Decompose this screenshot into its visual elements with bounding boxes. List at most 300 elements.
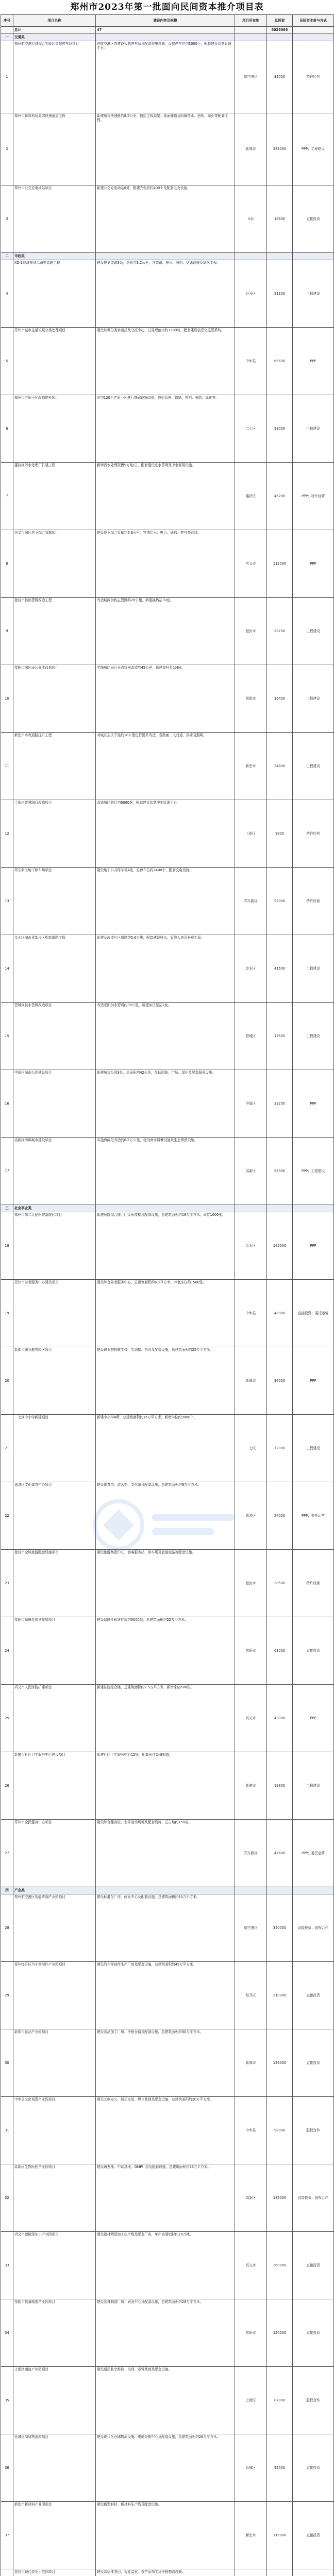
total-investment: 52000 xyxy=(267,868,293,935)
project-location: 航空港区 xyxy=(235,1894,267,1962)
table-row xyxy=(1,395,334,463)
table-row xyxy=(1,41,334,113)
table-row xyxy=(1,463,334,530)
project-description: 在航空港区内建设智慧停车场及配套充电设施，设置停车位约3000个，配套建设智慧管理平台。 xyxy=(96,41,235,113)
project-description: 新建社区卫生服务中心12处，配套医疗设备购置。 xyxy=(96,1752,235,1820)
total-investment: 28700 xyxy=(267,598,293,665)
participation-mode: 工程建设 xyxy=(293,1415,334,1482)
total-investment: 43000 xyxy=(267,1685,293,1752)
table-row xyxy=(1,1415,334,1482)
project-description: 实施城区雨污分流管网改造约45公里，新建提升泵站4座。 xyxy=(96,665,235,733)
project-location: 新郑市 xyxy=(235,2029,267,2097)
table-row xyxy=(1,1894,334,1962)
project-name: 金水区城市更新片区配套道路工程 xyxy=(13,935,96,1003)
participation-mode xyxy=(293,1887,334,1894)
participation-mode: 直接投资 xyxy=(293,185,334,253)
participation-mode: 直接投资 xyxy=(293,2299,334,2367)
project-description: 新建医院综合楼、门诊医技楼及配套设施，总建筑面积约18万平方米，床位1000张。 xyxy=(96,1212,235,1280)
project-location: 中牟县 xyxy=(235,2097,267,2164)
table-row xyxy=(1,1070,334,1138)
table-row xyxy=(1,935,334,1003)
table-row xyxy=(1,2367,334,2434)
project-location: 新郑市 xyxy=(235,1347,267,1415)
project-location: 管城区 xyxy=(235,1003,267,1070)
participation-mode: PPP xyxy=(293,1347,334,1415)
table-row xyxy=(1,1212,334,1280)
project-location: 中牟县 xyxy=(235,1280,267,1347)
project-description: 建设现代化仓储物流设施、电商分拨中心及配套设施，总建筑面积约26万平方米。 xyxy=(96,2434,235,2502)
participation-mode: 特许经营 xyxy=(293,800,334,868)
project-name: 郑州市全民健身中心项目 xyxy=(13,1820,96,1887)
project-description: 建设汽车零部件生产厂房及配套设施，总建筑面积约45万平方米。 xyxy=(96,1962,235,2029)
row-index: 16 xyxy=(1,1070,13,1138)
project-location: 中牟县 xyxy=(235,328,267,395)
project-name: 二七区中小学新建项目 xyxy=(13,1415,96,1482)
column-header: 民间资本参与方式 xyxy=(293,15,334,27)
project-description: 新建中小学4所，总建筑面积约16万平方米，新增学位约9000个。 xyxy=(96,1415,235,1482)
project-description xyxy=(96,1205,235,1212)
row-index: 5 xyxy=(1,328,13,395)
participation-mode xyxy=(293,34,334,41)
project-location: 金水区 xyxy=(235,1212,267,1280)
project-description: 改造城区供热主管网约26公里，新建换热站30座。 xyxy=(96,598,235,665)
project-name: 郑州市城市生活垃圾分类处理项目 xyxy=(13,328,96,395)
column-header: 总投资 xyxy=(267,15,293,27)
project-description: 新建公交充电场站8处，配建充电桩约400个及配套电力设施。 xyxy=(96,185,235,253)
total-investment xyxy=(267,1887,293,1894)
project-name: 新密市市政道路提升工程 xyxy=(13,733,96,800)
column-header: 项目所在地 xyxy=(235,15,267,27)
project-description: 建设铝材精深加工生产线及配套厂房，年产高端铝材约20万吨。 xyxy=(96,2232,235,2299)
total-investment: 41500 xyxy=(267,935,293,1003)
total-investment: 68500 xyxy=(267,328,293,395)
row-index: 12 xyxy=(1,800,13,868)
table-row xyxy=(1,1752,334,1820)
participation-mode: 特许经营 xyxy=(293,41,334,113)
row-index: 27 xyxy=(1,1820,13,1887)
project-location: 荥阳市 xyxy=(235,2299,267,2367)
total-investment xyxy=(267,2569,293,2576)
project-description: 47 xyxy=(96,27,235,34)
project-location xyxy=(235,34,267,41)
project-location: 巩义市 xyxy=(235,2232,267,2299)
table-row xyxy=(1,2434,334,2502)
project-location: 登封市 xyxy=(235,598,267,665)
total-investment: 48000 xyxy=(267,1280,293,1347)
table-header xyxy=(1,15,334,27)
participation-mode: PPP xyxy=(293,1685,334,1752)
project-name: 荥阳市保障性租赁住房项目 xyxy=(13,1617,96,1685)
total-investment xyxy=(267,34,293,41)
participation-mode: PPP；特许经营 xyxy=(293,463,334,530)
total-investment: 58300 xyxy=(267,1138,293,1205)
project-description xyxy=(96,34,235,41)
project-location: 新密市 xyxy=(235,2502,267,2569)
project-location: 上街区 xyxy=(235,800,267,868)
project-description: 改造老旧供水管网约38公里，新建加压泵站2座。 xyxy=(96,1003,235,1070)
project-description: 对约120个老旧小区进行基础设施改造，包括管网、道路、照明、安防、绿化等。 xyxy=(96,395,235,463)
project-description: 建设体育馆、游泳馆、文化馆及配套设施，总建筑面积约9万平方米。 xyxy=(96,1482,235,1550)
table-row xyxy=(1,665,334,733)
project-description: 建设标准化厂房、研发中心及配套设施，总建筑面积约60万平方米。 xyxy=(96,1894,235,1962)
row-index: 10 xyxy=(1,665,13,733)
project-location: 郑东新区 xyxy=(235,1820,267,1887)
project-name: 惠济区污水处理厂扩建工程 xyxy=(13,463,96,530)
project-name: 郑州市新郑机场北部快速通道工程 xyxy=(13,113,96,185)
table-row xyxy=(1,1280,334,1347)
project-name: 郑州航空港经济综合实验区智慧停车场项目 xyxy=(13,41,96,113)
table-row xyxy=(1,328,334,395)
project-table xyxy=(1,14,334,2576)
table-row xyxy=(1,2164,334,2232)
project-name: 新郑市食品产业园项目 xyxy=(13,2029,96,2097)
project-name: 管城区商贸物流园项目 xyxy=(13,2434,96,2502)
participation-mode: 工程建设 xyxy=(293,395,334,463)
total-investment: 45200 xyxy=(267,463,293,530)
participation-mode: 股权合作 xyxy=(293,2097,334,2164)
participation-mode: PPP；工程建设 xyxy=(293,1138,334,1205)
project-description: 改造城区路灯约6000盏，配套建设智慧照明管理平台。 xyxy=(96,800,235,868)
total-investment: 61000 xyxy=(267,1617,293,1685)
table-row xyxy=(1,1482,334,1550)
total-investment: 165000 xyxy=(267,1212,293,1280)
project-location: 上街区 xyxy=(235,2367,267,2434)
participation-mode: 直接投资；股权合作 xyxy=(293,2164,334,2232)
table-row xyxy=(1,2569,334,2576)
project-description: 建设地下公共停车场4处，总停车位约2400个，配套充电设施。 xyxy=(96,868,235,935)
project-description: 建设研发楼、中试基地、GMP厂房及配套设施，总建筑面积约35万平方米。 xyxy=(96,2164,235,2232)
total-investment: 15600 xyxy=(267,185,293,253)
project-name: 中原区城市公园建设项目 xyxy=(13,1070,96,1138)
total-investment: 24800 xyxy=(267,733,293,800)
row-index: 24 xyxy=(1,1617,13,1685)
table-row xyxy=(1,2097,334,2164)
table-row xyxy=(1,868,334,935)
total-investment: 21300 xyxy=(267,260,293,328)
project-name: 新密市新材料产业园项目 xyxy=(13,2502,96,2569)
table-body xyxy=(1,27,334,2576)
total-investment: 286000 xyxy=(267,113,293,185)
row-index: 22 xyxy=(1,1482,13,1550)
row-index: 28 xyxy=(1,1894,13,1962)
project-description: 新建住院综合楼，总建筑面积约7.5万平方米，新增床位600张。 xyxy=(96,1685,235,1752)
project-location: 金水区 xyxy=(235,935,267,1003)
row-index: 8 xyxy=(1,530,13,598)
row-index: 32 xyxy=(1,2164,13,2232)
column-header: 序号 xyxy=(1,15,13,27)
project-name: 登封市供热管网改造工程 xyxy=(13,598,96,665)
table-row xyxy=(1,1347,334,1415)
row-index: 30 xyxy=(1,2029,13,2097)
project-description: 新建城市快速路约8.5公里，包括主线高架、地面辅道及附属排水、照明、绿化等配套工程。 xyxy=(96,113,235,185)
table-row xyxy=(1,2232,334,2299)
project-name: 荥阳市装备制造产业园项目 xyxy=(13,2299,96,2367)
table-row xyxy=(1,1820,334,1887)
row-index: 25 xyxy=(1,1685,13,1752)
project-name: KD-1地块规划二路等道路工程 xyxy=(13,260,96,328)
project-location: 高新区 xyxy=(235,2164,267,2232)
row-index: 一 xyxy=(1,34,13,41)
row-index: 33 xyxy=(1,2232,13,2299)
project-name: 高新区海绵城市建设项目 xyxy=(13,1138,96,1205)
project-location: 惠济区 xyxy=(235,463,267,530)
project-location: 荥阳市 xyxy=(235,1617,267,1685)
project-location: 登封市 xyxy=(235,1550,267,1617)
project-name: 上街区智慧路灯改造项目 xyxy=(13,800,96,868)
row-index: 3 xyxy=(1,185,13,253)
participation-mode xyxy=(293,2569,334,2576)
project-description: 新建城市公园3处，总面积约42公顷，包括园路、广场、绿化及配套服务设施。 xyxy=(96,1070,235,1138)
table-row xyxy=(1,733,334,800)
table-row xyxy=(1,598,334,665)
project-location: 新密市 xyxy=(235,733,267,800)
participation-mode: 工程建设 xyxy=(293,665,334,733)
project-name: 社会事业类 xyxy=(13,1205,96,1212)
project-location: 中原区 xyxy=(235,1070,267,1138)
participation-mode: 工程建设 xyxy=(293,935,334,1003)
table-row xyxy=(1,1550,334,1617)
project-description: 建设文创办公、展示交易、孵化基地及配套设施，总建筑面积约20万平方米。 xyxy=(96,2097,235,2164)
participation-mode: 工程建设 xyxy=(293,733,334,800)
row-index: 15 xyxy=(1,1003,13,1070)
project-name: 产业类 xyxy=(13,1887,96,1894)
row-index: 13 xyxy=(1,868,13,935)
total-investment: 96000 xyxy=(267,1347,293,1415)
project-description: 对城区主次干道约18公里进行提升改造，含路面、人行道、排水及照明。 xyxy=(96,733,235,800)
participation-mode: 工程建设 xyxy=(293,260,334,328)
project-name: 高新区生物医药产业园项目 xyxy=(13,2164,96,2232)
participation-mode: 工程建设 xyxy=(293,598,334,665)
participation-mode: 直接投资；委托运营 xyxy=(293,1280,334,1347)
total-investment: 38500 xyxy=(267,1550,293,1617)
participation-mode: 直接投资 xyxy=(293,1962,334,2029)
participation-mode: PPP；委托运营 xyxy=(293,1482,334,1550)
row-index: 23 xyxy=(1,1550,13,1617)
row-index: 二 xyxy=(1,253,13,260)
section-row xyxy=(1,1205,334,1212)
table-row xyxy=(1,1617,334,1685)
project-name: 巩义市人民医院扩建项目 xyxy=(13,1685,96,1752)
total-investment: 17600 xyxy=(267,1003,293,1070)
row-index: 36 xyxy=(1,2434,13,2502)
participation-mode xyxy=(293,27,334,34)
total-investment: 54000 xyxy=(267,1482,293,1550)
project-name: 郑州市老旧小区改造提升项目 xyxy=(13,395,96,463)
project-description: 建设食品加工厂房、冷链仓储及配套设施，总建筑面积约30万平方米。 xyxy=(96,2029,235,2097)
project-location: 航空港区 xyxy=(235,41,267,113)
participation-mode: 直接投资 xyxy=(293,2029,334,2097)
table-row xyxy=(1,1962,334,2029)
row-index: 6 xyxy=(1,395,13,463)
table-row xyxy=(1,2502,334,2569)
row-index: 14 xyxy=(1,935,13,1003)
participation-mode: PPP xyxy=(293,328,334,395)
total-investment: 72000 xyxy=(267,1415,293,1482)
table-row xyxy=(1,2299,334,2367)
project-name: 市政类 xyxy=(13,253,96,260)
table-row xyxy=(1,185,334,253)
column-header: 项目名称 xyxy=(13,15,96,27)
table-row xyxy=(1,2029,334,2097)
row-index xyxy=(1,2569,13,2576)
section-row xyxy=(1,34,334,41)
total-investment: 210000 xyxy=(267,1962,293,2029)
project-name: 新密市社区卫生服务中心建设项目 xyxy=(13,1752,96,1820)
participation-mode: 特许经营 xyxy=(293,1550,334,1617)
project-description: 建设综合养老服务中心，总建筑面积约6万平方米，养老床位约1500张。 xyxy=(96,1280,235,1347)
total-investment: 124000 xyxy=(267,2299,293,2367)
project-location: 二七区 xyxy=(235,1415,267,1482)
row-index: 19 xyxy=(1,1280,13,1347)
project-name: 新郑市职业教育园区项目 xyxy=(13,1347,96,1415)
total-investment: 36400 xyxy=(267,665,293,733)
participation-mode: 直接投资；股权合作 xyxy=(293,1894,334,1962)
project-description: 建设综合健身馆、室外运动场地及配套设施，总占地约150亩。 xyxy=(96,1820,235,1887)
row-index: 21 xyxy=(1,1415,13,1482)
row-index: 18 xyxy=(1,1212,13,1280)
project-location xyxy=(235,27,267,34)
total-investment: 33200 xyxy=(267,1070,293,1138)
total-investment xyxy=(267,1205,293,1212)
row-index: 9 xyxy=(1,598,13,665)
row-index: 4 xyxy=(1,260,13,328)
project-description: 建设保障性租赁住房约3000套，总建筑面积约22万平方米。 xyxy=(96,1617,235,1685)
project-description: 新建及改造片区道路约5.6公里，配套建设排水、管线入地及景观工程。 xyxy=(96,935,235,1003)
table-row xyxy=(1,260,334,328)
table-row xyxy=(1,113,334,185)
participation-mode: PPP；委托运营 xyxy=(293,1820,334,1887)
table-row xyxy=(1,1138,334,1205)
total-investment: 260000 xyxy=(267,2232,293,2299)
row-index: 35 xyxy=(1,2367,13,2434)
participation-mode: PPP xyxy=(293,1212,334,1280)
total-investment: 93000 xyxy=(267,395,293,463)
row-index: 26 xyxy=(1,1752,13,1820)
total-row xyxy=(1,27,334,34)
project-description: 建设垃圾分类转运站及分拣中心，日处理能力约1200吨，配套建设信息化监管系统。 xyxy=(96,328,235,395)
project-description: 建设旅游集散中心、游客服务站、停车场及旅游道路等配套设施。 xyxy=(96,1550,235,1617)
project-description xyxy=(96,253,235,260)
project-name: 登封市全域旅游配套设施项目 xyxy=(13,1550,96,1617)
project-location: 管城区 xyxy=(235,2434,267,2502)
project-location: 高新区 xyxy=(235,1138,267,1205)
project-location: 新郑市 xyxy=(235,113,267,185)
project-name: 郑州经开区汽车零部件产业园项目 xyxy=(13,1962,96,2029)
total-investment xyxy=(267,253,293,260)
row-index xyxy=(1,27,13,34)
section-row xyxy=(1,1887,334,1894)
participation-mode xyxy=(293,1205,334,1212)
row-index: 37 xyxy=(1,2502,13,2569)
table-row xyxy=(1,1003,334,1070)
row-index: 31 xyxy=(1,2097,13,2164)
project-location: 市区 xyxy=(235,185,267,253)
total-investment: 320000 xyxy=(267,1894,293,1962)
project-location xyxy=(235,253,267,260)
participation-mode: 特许经营 xyxy=(293,868,334,935)
project-name: 郑州市第二人民医院新院区项目 xyxy=(13,1212,96,1280)
total-investment: 9800 xyxy=(267,800,293,868)
project-name: 惠济区文化体育中心项目 xyxy=(13,1482,96,1550)
project-name: 交通类 xyxy=(13,34,96,41)
total-investment: 47600 xyxy=(267,1820,293,1887)
project-name: 郑州市养老服务中心建设项目 xyxy=(13,1280,96,1347)
project-location xyxy=(235,2569,267,2576)
project-location xyxy=(235,1887,267,1894)
project-description: 建设职业院校教学楼、实训楼、宿舍及配套设施，总建筑面积约25万平方米。 xyxy=(96,1347,235,1415)
project-location: 郑东新区 xyxy=(235,868,267,935)
project-location: 经开区 xyxy=(235,1962,267,2029)
total-investment: 115000 xyxy=(267,2502,293,2569)
row-index: 1 xyxy=(1,41,13,113)
row-index: 7 xyxy=(1,463,13,530)
row-index: 34 xyxy=(1,2299,13,2367)
project-location: 荥阳市 xyxy=(235,665,267,733)
total-investment: 5025093 xyxy=(267,27,293,34)
project-location: 新密市 xyxy=(235,1752,267,1820)
participation-mode: PPP xyxy=(293,530,334,598)
participation-mode: 股权合作 xyxy=(293,2367,334,2434)
project-name: 管城区供水管网改造项目 xyxy=(13,1003,96,1070)
project-description: 建设规划道路3条，总长约3.2公里，含道路、排水、照明、交通设施及绿化工程。 xyxy=(96,260,235,328)
total-investment: 112000 xyxy=(267,530,293,598)
participation-mode xyxy=(293,253,334,260)
project-name: 中牟县文化创意产业园项目 xyxy=(13,2097,96,2164)
total-investment: 185000 xyxy=(267,2164,293,2232)
project-name: 荥阳市城区雨污分流改造项目 xyxy=(13,665,96,733)
project-description xyxy=(96,1887,235,1894)
project-name: 巩义市铝精深加工产业园项目 xyxy=(13,2232,96,2299)
participation-mode: 直接投资 xyxy=(293,2434,334,2502)
participation-mode: 直接投资 xyxy=(293,1617,334,1685)
row-index: 2 xyxy=(1,113,13,185)
document-title: 郑州市2023年第一批面向民间资本推介项目表 xyxy=(70,2,264,12)
row-index: 11 xyxy=(1,733,13,800)
section-row xyxy=(1,253,334,260)
participation-mode: PPP；工程建设 xyxy=(293,113,334,185)
table-row xyxy=(1,530,334,598)
project-description: 建设装备制造厂房、研发中心及配套设施，总建筑面积约28万平方米。 xyxy=(96,2299,235,2367)
participation-mode: PPP xyxy=(293,1070,334,1138)
project-location: 巩义市 xyxy=(235,1685,267,1752)
project-description: 新增污水处理规模5万吨/日，配套建设进水管网及中水回用设施。 xyxy=(96,463,235,530)
project-location: 巩义市 xyxy=(235,530,267,598)
total-investment: 19800 xyxy=(267,1752,293,1820)
total-investment: 92000 xyxy=(267,2434,293,2502)
project-name: 总计 xyxy=(13,27,96,34)
project-name: 上街区通航产业园项目 xyxy=(13,2367,96,2434)
project-name: 巩义市城区地下综合管廊项目 xyxy=(13,530,96,598)
row-index: 三 xyxy=(1,1205,13,1212)
project-name: 郑东新区地下停车场项目 xyxy=(13,868,96,935)
table-row xyxy=(1,800,334,868)
row-index: 四 xyxy=(1,1887,13,1894)
project-description: 建设地下综合管廊约6.8公里，容纳给水、电力、通信、燃气等管线。 xyxy=(96,530,235,598)
project-name: 郑州市公交充电场站项目 xyxy=(13,185,96,253)
participation-mode: 直接投资 xyxy=(293,2232,334,2299)
project-location xyxy=(235,1205,267,1212)
total-investment: 32000 xyxy=(267,41,293,113)
project-description: 建设新型耐材、新材料生产线及配套设施。 xyxy=(96,2502,235,2569)
project-location: 惠济区 xyxy=(235,1482,267,1550)
project-location: 二七区 xyxy=(235,395,267,463)
total-investment: 136000 xyxy=(267,2029,293,2097)
table-row xyxy=(1,1685,334,1752)
participation-mode: 工程建设 xyxy=(293,1003,334,1070)
project-name: 郑州航空港区智能终端产业园项目 xyxy=(13,1894,96,1962)
total-investment: 87000 xyxy=(267,2367,293,2434)
project-location: 经开区 xyxy=(235,260,267,328)
